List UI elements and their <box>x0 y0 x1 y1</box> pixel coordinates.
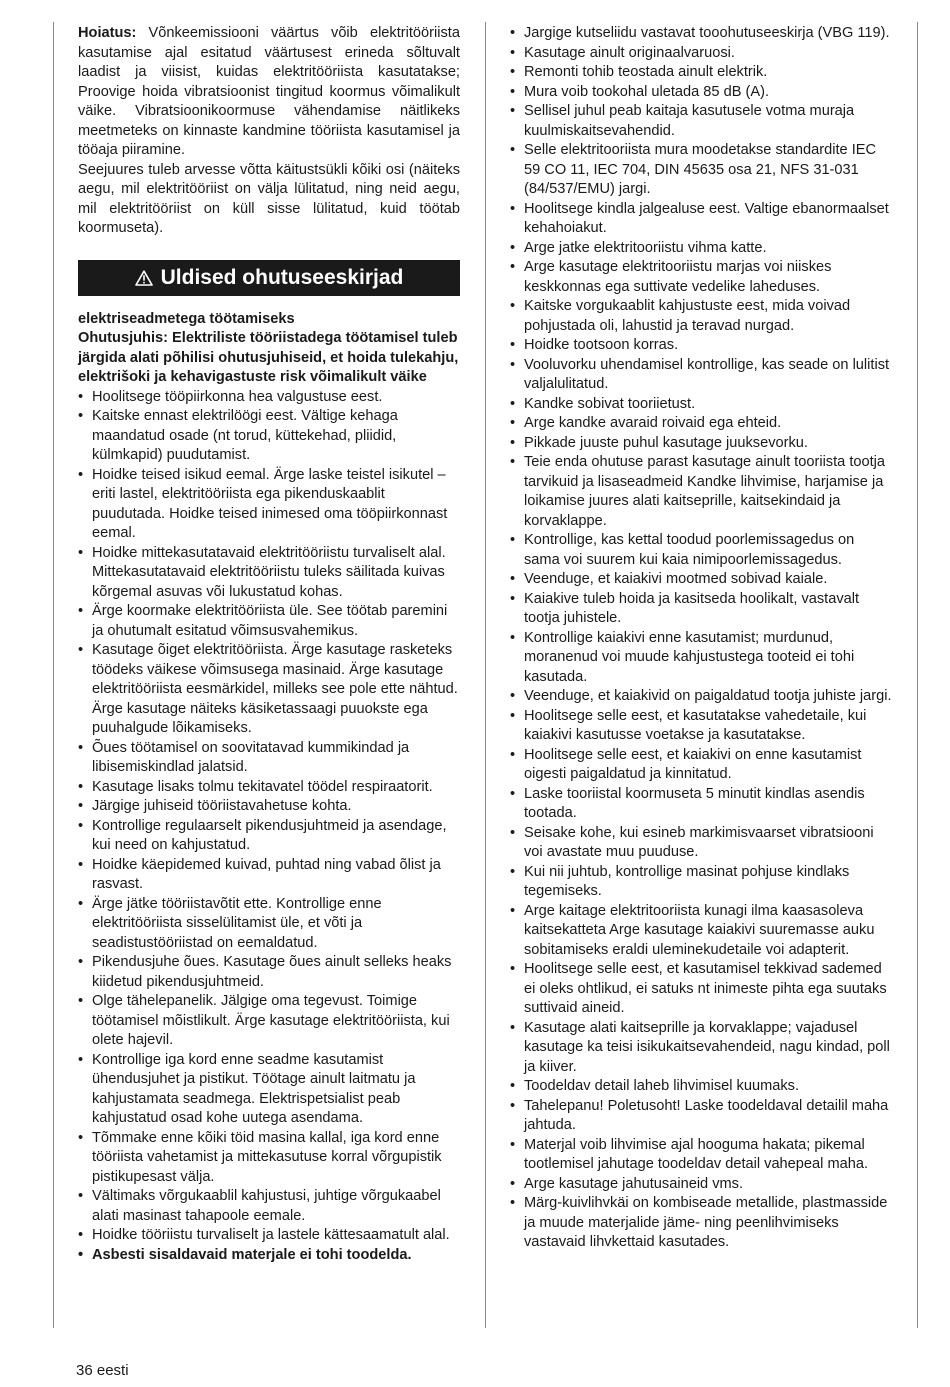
right-margin-rule <box>917 22 918 1328</box>
list-item: • Kontrollige iga kord enne seadme kasutamist ühendusjuhet ja pistikut. Töötage ainult laitmatu ja kahjustamata seadmega. Elektrispetsialist peab kahjustatud osad kohe uutega asendama. <box>78 1051 460 1129</box>
list-item: • Kontrollige, kas kettal toodud poorlemissagedus on sama voi suurem kui kaia nimipoorlemissagedus. <box>510 531 892 570</box>
list-item: • Olge tähelepanelik. Jälgige oma tegevust. Toimige töötamisel mõistlikult. Ärge kasutage elektritööriista, kui olete hajevil. <box>78 992 460 1051</box>
list-item: • Ärge koormake elektritööriista üle. See töötab paremini ja ohutumalt esitatud võimsusvahemikus. <box>78 602 460 641</box>
list-item: • Seisake kohe, kui esineb markimisvaarset vibratsiooni voi avastate muu puuduse. <box>510 824 892 863</box>
page-footer: 36 eesti <box>76 1362 129 1379</box>
right-bullet-list <box>510 24 892 1253</box>
section-banner <box>78 260 460 296</box>
list-item: • Hoidke käepidemed kuivad, puhtad ning vabad õlist ja rasvast. <box>78 856 460 895</box>
list-item: • Arge kaitage elektritooriista kunagi ilma kaasasoleva kaitsekatteta Arge kasutage kaiakivi suuremasse auku sobitamiseks eraldi uleminekudetaile voi adapterit. <box>510 902 892 961</box>
list-item: • Materjal voib lihvimise ajal hooguma hakata; pikemal tootlemisel jahutage toodeldav detail vahepeal maha. <box>510 1136 892 1175</box>
list-item: • Arge kandke avaraid roivaid ega ehteid. <box>510 414 892 434</box>
list-item: • Kasutage alati kaitseprille ja korvaklappe; vajadusel kasutage ka teisi isikukaitsevahendeid, nagu kindad, poll ja kiiver. <box>510 1019 892 1078</box>
list-item: • Pikkade juuste puhul kasutage juuksevorku. <box>510 434 892 454</box>
list-item: • Jargige kutseliidu vastavat tooohutuseeskirja (VBG 119). <box>510 24 892 44</box>
list-item: • Veenduge, et kaiakivid on paigaldatud tootja juhiste jargi. <box>510 687 892 707</box>
safety-notice: Ohutusjuhis: Elektriliste tööriistadega töötamisel tuleb järgida alati põhilisi ohutusjuhiseid, et hoida tulekahju, elektrišoki ja kehavigastuste risk võimalikult väike <box>78 330 459 385</box>
list-item: • Hoolitsege selle eest, et kaiakivi on enne kasutamist oigesti paigaldatud ja kinnitatud. <box>510 746 892 785</box>
list-item: • Teie enda ohutuse parast kasutage ainult tooriista tootja tarvikuid ja lisaseadmeid Kandke lihvimise, harjamise ja loikamise juures alati kaitseprille, kaitsekindaid ja korvaklappe. <box>510 453 892 531</box>
list-item: • Kaitske vorgukaablit kahjustuste eest, mida voivad pohjustada oli, lahustid ja teravad nurgad. <box>510 297 892 336</box>
list-item: • Arge kasutage elektritooriistu marjas voi niiskes keskkonnas ega suttivate vedelike laheduses. <box>510 258 892 297</box>
left-margin-rule <box>53 22 54 1328</box>
list-item: • Järgige juhiseid tööriistavahetuse kohta. <box>78 797 460 817</box>
list-item: • Hoolitsege tööpiirkonna hea valgustuse eest. <box>78 388 460 408</box>
list-item: • Hoidke tootsoon korras. <box>510 336 892 356</box>
list-item: • Kasutage ainult originaalvaruosi. <box>510 44 892 64</box>
section-subtitle: elektriseadmetega töötamiseks <box>78 310 295 327</box>
intro-block <box>78 24 460 239</box>
list-item: • Märg-kuivlihvkäi on kombiseade metallide, plastmasside ja muude materjalide jäme- ning peenlihvimiseks vastavaid lihvkettaid kasutades. <box>510 1194 892 1253</box>
list-item: • Hoolitsege kindla jalgealuse eest. Valtige ebanormaalset kehahoiakut. <box>510 200 892 239</box>
list-item: • Arge kasutage jahutusaineid vms. <box>510 1175 892 1195</box>
left-bullet-list <box>78 388 460 1266</box>
list-item: • Laske tooriistal koormuseta 5 minutit kindlas asendis tootada. <box>510 785 892 824</box>
list-item: • Mura voib tookohal uletada 85 dB (A). <box>510 83 892 103</box>
list-item: • Remonti tohib teostada ainult elektrik. <box>510 63 892 83</box>
list-item: • Kontrollige regulaarselt pikendusjuhtmeid ja asendage, kui need on kahjustatud. <box>78 817 460 856</box>
warning-label: Hoiatus: <box>78 25 137 41</box>
list-item: • Kaiakive tuleb hoida ja kasitseda hoolikalt, vastavalt tootja juhistele. <box>510 590 892 629</box>
list-item: • Kontrollige kaiakivi enne kasutamist; murdunud, moranenud voi muude kahjustustega tooteid ei tohi kasutada. <box>510 629 892 688</box>
list-item: • Hoolitsege selle eest, et kasutamisel tekkivad sademed ei oleks ohtlikud, ei satuks nt inimeste pihta ega suutaks suttivaid aineid. <box>510 960 892 1019</box>
warning-triangle-icon <box>135 270 153 286</box>
list-item: • Toodeldav detail laheb lihvimisel kuumaks. <box>510 1077 892 1097</box>
list-item: • Arge jatke elektritooriistu vihma katte. <box>510 239 892 259</box>
right-column <box>510 24 892 1253</box>
list-item: • Hoidke teised isikud eemal. Ärge laske teistel isikutel – eriti lastel, elektritööriista ega pikenduskaablit puudutada. Hoidke teised inimesed oma tööpiirkonnast eemal. <box>78 466 460 544</box>
list-item: • Sellisel juhul peab kaitaja kasutusele votma muraja kuulmiskaitsevahendid. <box>510 102 892 141</box>
list-item: • Tahelepanu! Poletusoht! Laske toodeldaval detailil maha jahtuda. <box>510 1097 892 1136</box>
list-item: • Kasutage õiget elektritööriista. Ärge kasutage rasketeks töödeks väikese võimsusega masinaid. Ärge kasutage elektritööriista eesmärkidel, milleks see pole ette nähtud. Ärge kasutage näiteks käsiketassaagi puuokste ega puuhalgude lõikamiseks. <box>78 641 460 739</box>
section-title: Uldised ohutuseeskirjad <box>160 265 404 289</box>
list-item: • Veenduge, et kaiakivi mootmed sobivad kaiale. <box>510 570 892 590</box>
list-item: • Vooluvorku uhendamisel kontrollige, kas seade on lulitist valjalulitatud. <box>510 356 892 395</box>
list-item: • Kasutage lisaks tolmu tekitavatel töödel respiraatorit. <box>78 778 460 798</box>
list-item: • Tõmmake enne kõiki töid masina kallal, iga kord enne tööriista vahetamist ja mittekasutuse korral võrgupistik pistikupesast välja. <box>78 1129 460 1188</box>
list-item: • Kui nii juhtub, kontrollige masinat pohjuse kindlaks tegemiseks. <box>510 863 892 902</box>
vibration-warning-paragraph <box>78 24 460 161</box>
asbestos-warning-item: • Asbesti sisaldavaid materjale ei tohi toodelda. <box>78 1246 460 1266</box>
list-item: • Vältimaks võrgukaablil kahjustusi, juhtige võrgukaabel alati masinast tahapoole eemale. <box>78 1187 460 1226</box>
list-item: • Õues töötamisel on soovitatavad kummikindad ja libisemiskindlad jalatsid. <box>78 739 460 778</box>
duty-cycle-paragraph: Seejuures tuleb arvesse võtta käitustsükli kõiki osi (näiteks aegu, mil elektritööriist on välja lülitatud, ning neid aegu, mil elektritööriist on küll sisse lülitatud, kuid töötab koormuseta). <box>78 161 460 236</box>
warning-text: Võnkeemissiooni väärtus võib elektritööriista kasutamise ajal esitatud väärtusest erineda sõltuvalt laadist ja viisist, kuidas elektritööriista kasutatakse; Proovige hoida vibratsioonist tingitud koormus võimalikult väike. Vibratsioonikoormuse vähendamise näitlikeks meetmeteks on kinnaste kandmine tööriista kasutamisel ja tööaja piiramine. <box>78 25 460 158</box>
list-item: • Ärge jätke tööriistavõtit ette. Kontrollige enne elektritööriista sisselülitamist üle, et võti ja seadistustööriistad on eemaldatud. <box>78 895 460 954</box>
list-item: • Kaitske ennast elektrilöögi eest. Vältige kehaga maandatud osade (nt torud, küttekehad, pliidid, külmkapid) puudutamist. <box>78 407 460 466</box>
list-item: • Pikendusjuhe õues. Kasutage õues ainult selleks heaks kiidetud pikendusjuhtmeid. <box>78 953 460 992</box>
list-item: • Selle elektritooriista mura moodetakse standardite IEC 59 CO 11, IEC 704, DIN 45635 osa 21, NFS 31-031 (84/537/EMU) jargi. <box>510 141 892 200</box>
list-item: • Hoolitsege selle eest, et kasutatakse vahedetaile, kui kaiakivi kasutusse voetakse ja kasutatakse. <box>510 707 892 746</box>
list-item: • Kandke sobivat tooriietust. <box>510 395 892 415</box>
center-column-rule <box>485 22 486 1328</box>
list-item: • Hoidke mittekasutatavaid elektritööriistu turvaliselt alal. Mittekasutatavaid elektritööriistu tuleks säilitada kuivas kõrgemal asuvas või lukustatud kohas. <box>78 544 460 603</box>
left-column <box>78 24 460 1265</box>
list-item: • Hoidke tööriistu turvaliselt ja lastele kättesaamatult alal. <box>78 1226 460 1246</box>
